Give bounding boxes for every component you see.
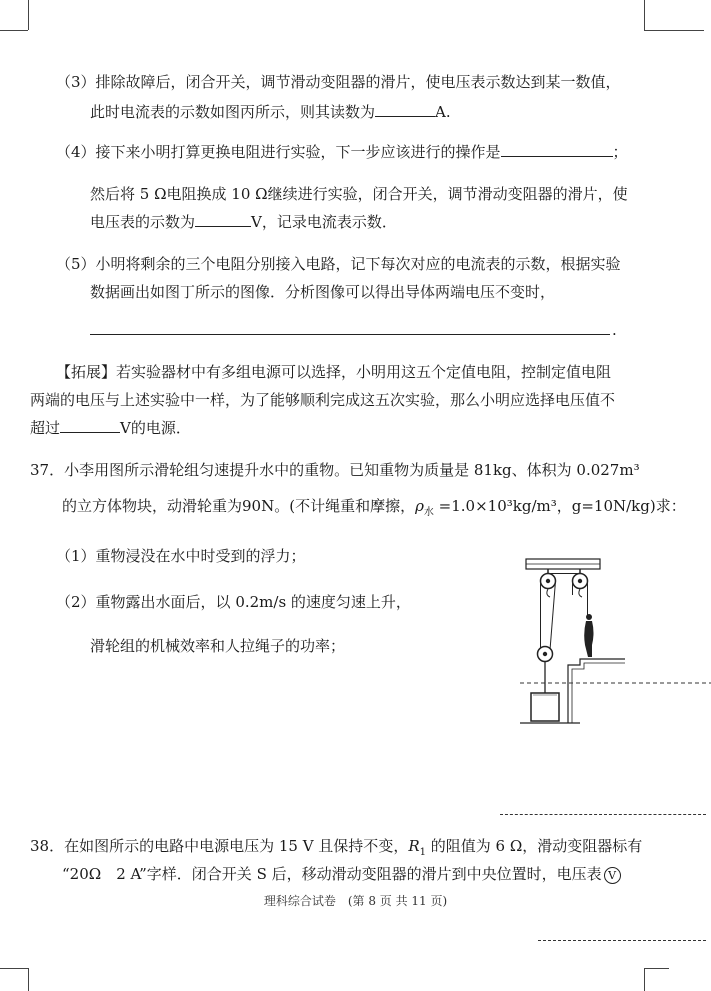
rho-symbol: ρ <box>415 497 424 515</box>
crop-mark-bottom-left <box>28 968 29 991</box>
q38-line1-text: 38．在如图所示的电路中电源电压为 15 V 且保持不变， <box>30 837 409 855</box>
q38-line2-text: “20Ω 2 A”字样．闭合开关 S 后，移动滑动变阻器的滑片到中央位置时，电压表 <box>62 865 602 883</box>
answer-divider-1 <box>500 814 706 815</box>
q37-sub2: （2）重物露出水面后，以 0.2m/s 的速度匀速上升， <box>56 593 411 611</box>
q37-sub1: （1）重物浸没在水中时受到的浮力； <box>56 547 306 565</box>
extension-line3 <box>30 418 191 438</box>
r1-symbol: R <box>408 837 420 855</box>
extension-line2: 两端的电压与上述实验中一样，为了能够顺利完成这五次实验，那么小明应选择电压值不 <box>30 391 616 409</box>
q37-sub2-cont: 滑轮组的机械效率和人拉绳子的功率； <box>90 637 346 655</box>
extension-voltage-blank[interactable] <box>60 418 120 433</box>
q37-line2-tail: =1.0×10³kg/m³，g=10N/kg)求： <box>433 497 686 515</box>
q36-3-line2-text: 此时电流表的示数如图丙所示，则其读数为 <box>90 103 376 121</box>
q36-3-line2 <box>90 102 451 122</box>
answer-divider-2 <box>538 940 706 941</box>
q36-3-unit: A. <box>435 103 451 121</box>
q38-line2 <box>62 864 621 884</box>
extension-line3-text: 超过 <box>30 419 61 437</box>
q36-5-line2: 数据画出如图丁所示的图像．分析图像可以得出导体两端电压不变时， <box>90 283 556 301</box>
q36-4-semicolon: ； <box>612 143 628 161</box>
r1-subscript: 1 <box>419 847 426 858</box>
q36-4-line1 <box>56 142 628 162</box>
extension-line3-tail: V的电源． <box>120 419 191 437</box>
q36-5-line1: （5）小明将剩余的三个电阻分别接入电路，记下每次对应的电流表的示数，根据实验 <box>56 255 621 273</box>
page-footer: 理科综合试卷 (第 8 页 共 11 页) <box>263 894 448 908</box>
q37-line2 <box>62 496 686 523</box>
q36-4-answer-blank[interactable] <box>501 142 613 157</box>
q36-4-voltage-blank[interactable] <box>195 212 251 227</box>
crop-mark-top-right-h <box>644 30 704 31</box>
q38-line1 <box>30 836 642 863</box>
rho-subscript: 水 <box>423 507 434 518</box>
ground-ledge <box>568 659 625 723</box>
crop-mark-top-left-h <box>0 30 28 31</box>
q36-4-line2: 然后将 5 Ω电阻换成 10 Ω继续进行实验，闭合开关，调节滑动变阻器的滑片，使 <box>90 185 628 203</box>
crop-mark-bottom-right-h <box>644 968 669 969</box>
q36-4-line3-text: 电压表的示数为 <box>90 213 196 231</box>
q36-4-line3 <box>90 212 397 232</box>
crop-mark-top-right <box>644 0 645 30</box>
q36-4-line1-text: （4）接下来小明打算更换电阻进行实验，下一步应该进行的操作是 <box>56 143 501 161</box>
crop-mark-bottom-left-h <box>0 968 28 969</box>
q36-5-line3-end: . <box>612 321 617 339</box>
q36-5-answer-line[interactable] <box>90 334 610 335</box>
voltmeter-symbol: V <box>604 867 621 884</box>
q37-line1: 37．小李用图所示滑轮组匀速提升水中的重物。已知重物为质量是 81kg、体积为 0.027m³ <box>30 461 640 479</box>
person-figure <box>584 614 593 657</box>
cube-block <box>531 693 559 721</box>
pulley-diagram <box>510 555 711 735</box>
q38-line1-tail: 的阻值为 6 Ω，滑动变阻器标有 <box>426 837 643 855</box>
q37-line2-text: 的立方体物块，动滑轮重为90N。(不计绳重和摩擦， <box>62 497 416 515</box>
q36-3-answer-blank[interactable] <box>375 102 435 117</box>
extension-line1: 【拓展】若实验器材中有多组电源可以选择，小明用这五个定值电阻，控制定值电阻 <box>56 363 612 381</box>
crop-mark-bottom-right <box>644 968 645 991</box>
q36-3-line1: （3）排除故障后，闭合开关，调节滑动变阻器的滑片，使电压表示数达到某一数值， <box>56 73 621 91</box>
crop-mark-top-left <box>28 0 29 30</box>
q36-4-line3-tail: V，记录电流表示数． <box>251 213 397 231</box>
